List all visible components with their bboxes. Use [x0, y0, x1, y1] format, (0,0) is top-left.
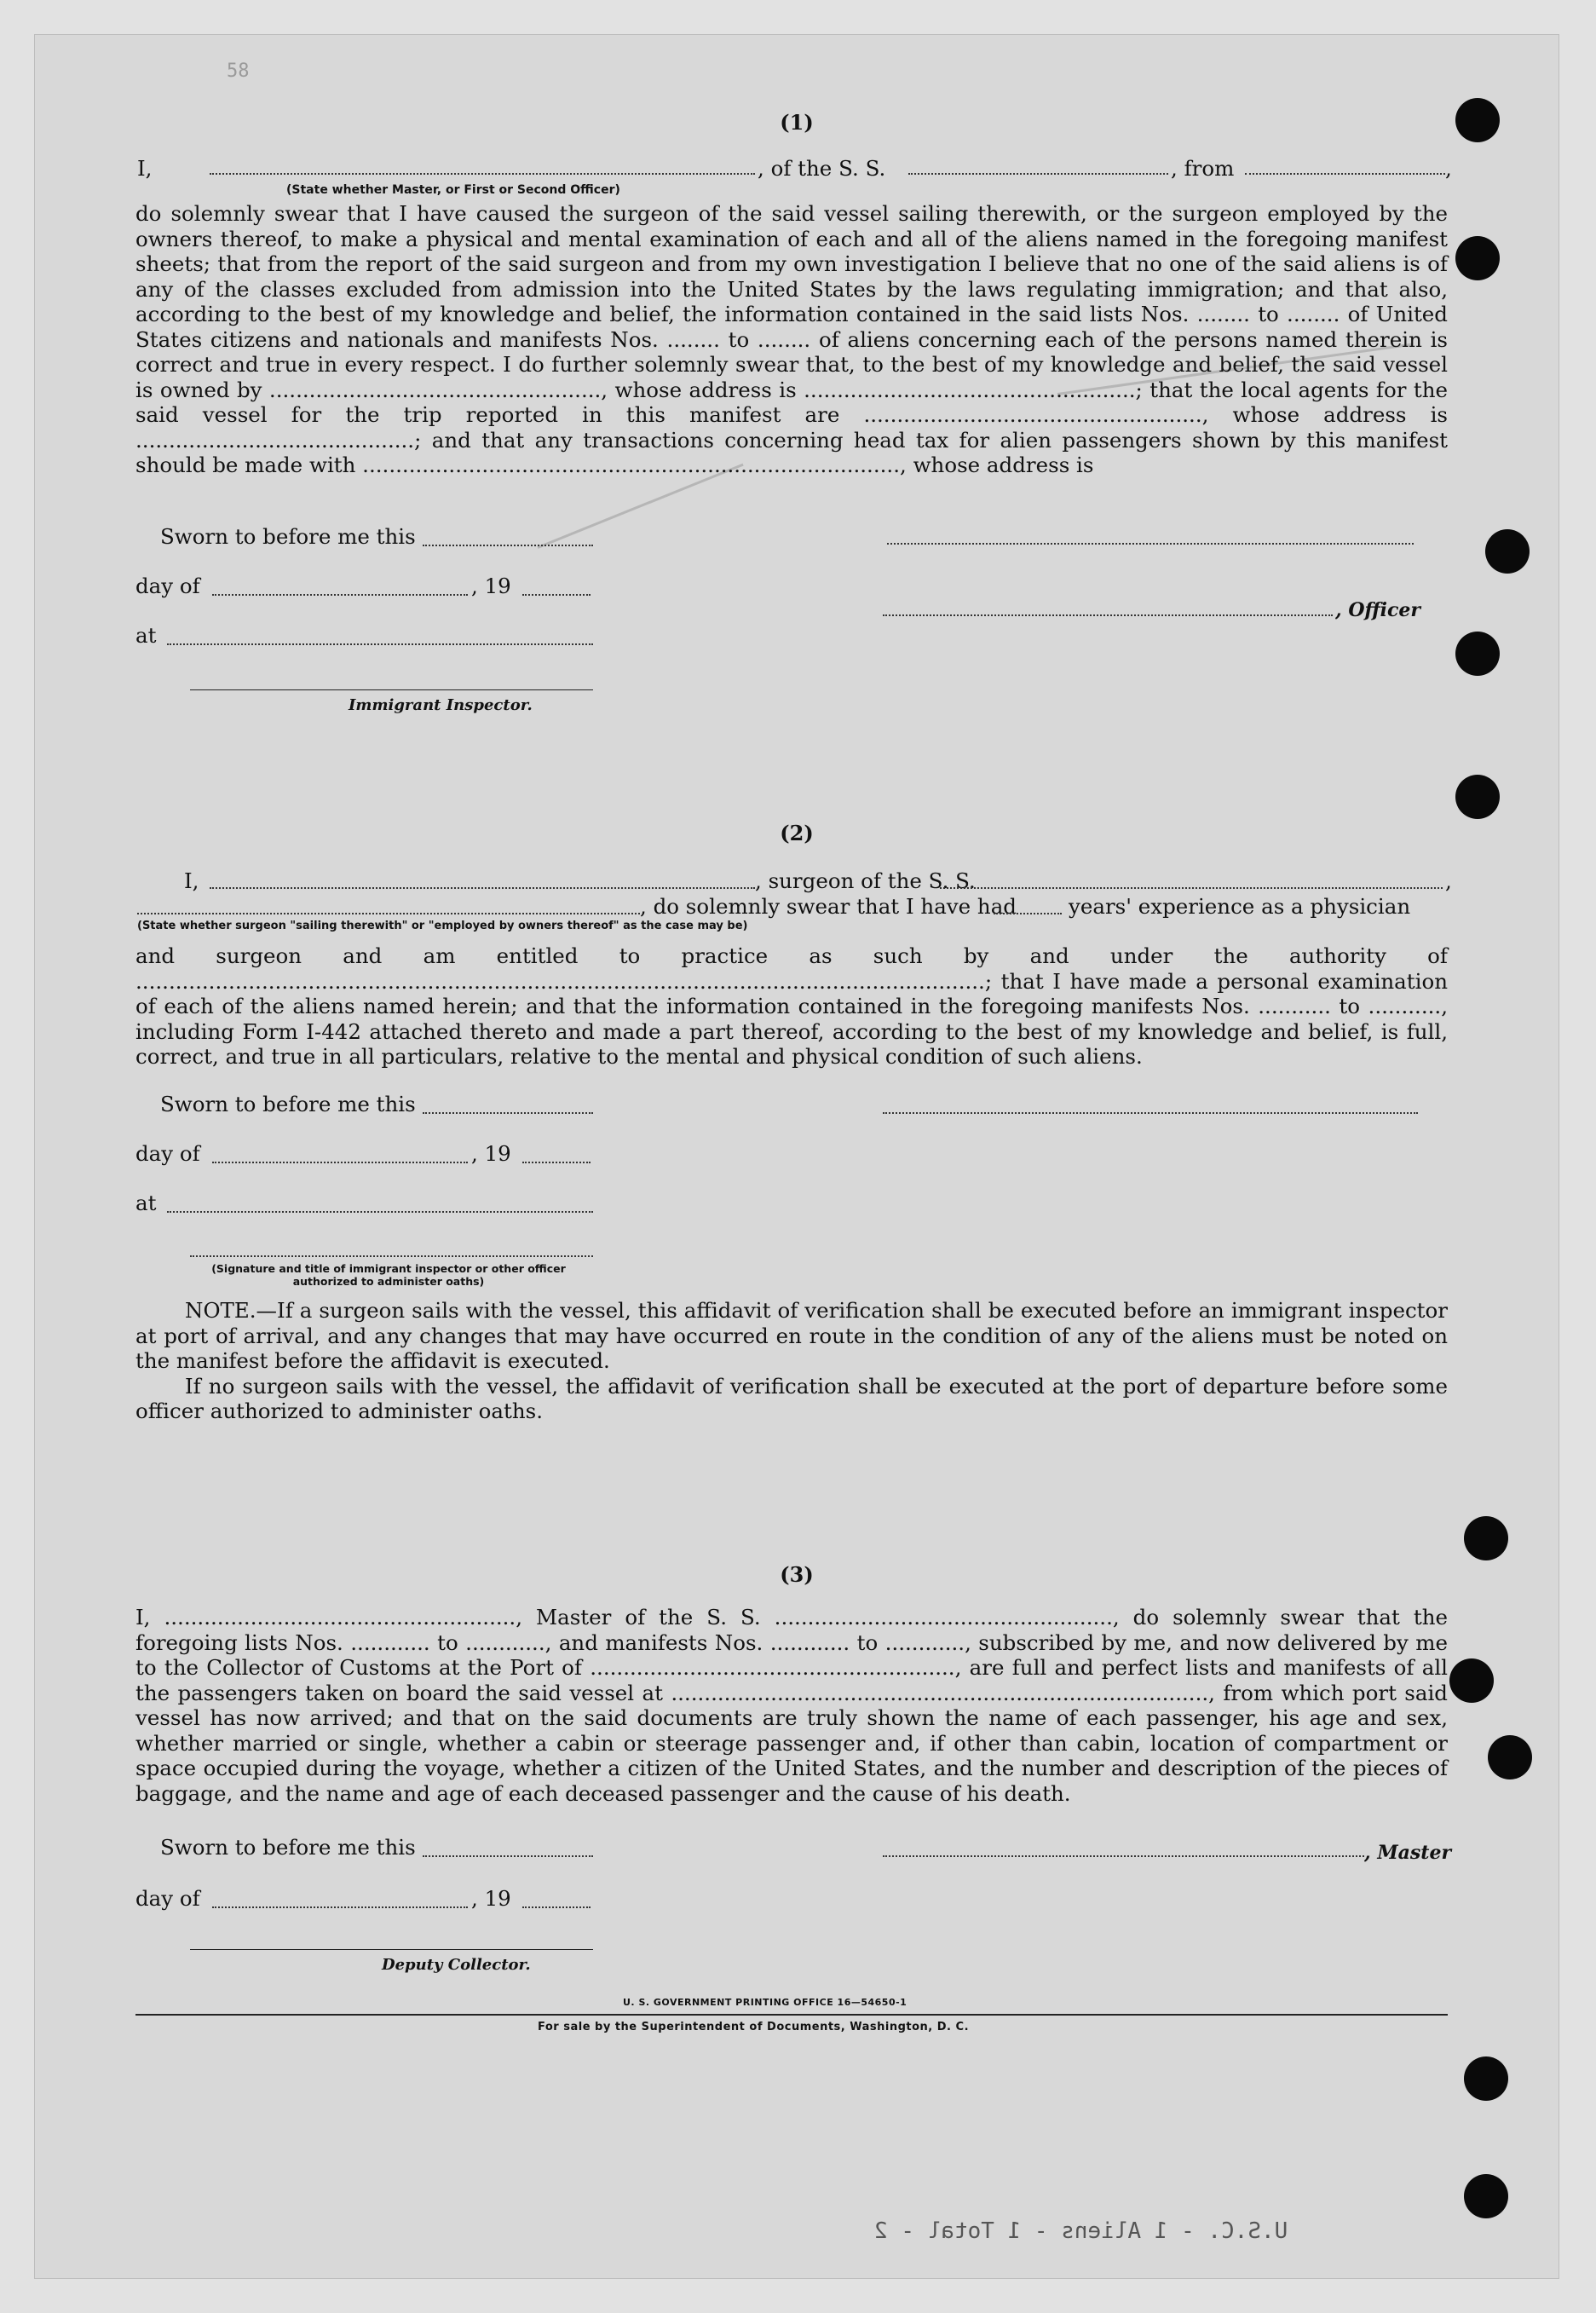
- binder-hole: [1485, 529, 1530, 574]
- s2-signature-caption: (Signature and title of immigrant inspector or other officer authorized to administer oaths): [211, 1262, 566, 1288]
- s3-year-label: , 19: [471, 1886, 511, 1911]
- s2-capacity-caption: (State whether surgeon "sailing therewith" or "employed by owners thereof" as the case may be): [137, 920, 748, 932]
- binder-hole: [1449, 1658, 1494, 1703]
- s1-year-label: , 19: [471, 574, 511, 598]
- s2-years-label: years' experience as a physician: [1069, 894, 1411, 919]
- binder-hole: [1455, 775, 1500, 819]
- s1-oath-text: do solemnly swear that I have caused the surgeon of the said vessel sailing therewith, or the surgeon employed by the owners thereof, to make a physical and mental examination of each and all of the aliens named in the foregoing manifest sheets; that from the report of the said surgeon and from my own investigation I believe that no one of the said aliens is of any of the classes excluded from admission into the United States by the laws regulating immigration; and that also, according to the best of my knowledge and belief, the information contained in the said lists Nos. ........ to ........ of United States citizens and nationals and manifests Nos. ........ to ........ of aliens concerning each of the persons named therein is correct and true in every respect. I do further solemnly swear that, to the best of my knowledge and belief, the said vessel is owned by .................................................., whose address is ..................................................; that the local agents for the said vessel for the trip reported in this manifest are ..................................................., whose address is ..........................................; and that any transactions concerning head tax for alien passengers shown by this manifest should be made with ................................................................................., whose address is: [135, 201, 1448, 477]
- s1-sworn-field[interactable]: [423, 545, 593, 546]
- s1-line-end: ,: [1445, 156, 1452, 181]
- s1-from-field[interactable]: [1245, 173, 1445, 175]
- s2-signature-line[interactable]: [883, 1112, 1418, 1114]
- s1-year-field[interactable]: [522, 594, 591, 596]
- s3-day-of-label: day of: [135, 1886, 200, 1911]
- s1-day-of-label: day of: [135, 574, 200, 598]
- manifest-page: [34, 34, 1559, 2279]
- binder-hole: [1464, 1516, 1508, 1560]
- sale-notice: For sale by the Superintendent of Documents, Washington, D. C.: [538, 2021, 970, 2033]
- s2-line-end: ,: [1445, 868, 1452, 893]
- s1-day-field[interactable]: [212, 594, 468, 596]
- s2-oath-text: and surgeon and am entitled to practice as such by and under the authority of ................................................................................................................................; that I have made a personal examination of each of the aliens named herein; and that the information contained in the foregoing manifests Nos. ........... to ..........., including Form I-442 attached thereto and made a part thereof, according to the best of my knowledge and belief, is full, correct, and true in all particulars, relative to the mental and physical condition of such aliens.: [135, 943, 1448, 1069]
- s2-years-field[interactable]: [994, 913, 1062, 914]
- binder-hole: [1488, 1735, 1532, 1779]
- s2-surgeon-name-field[interactable]: [210, 887, 755, 889]
- section-2-number: (2): [780, 821, 814, 845]
- binder-hole: [1464, 2174, 1508, 2218]
- s2-oath-body: [135, 943, 1448, 1070]
- s3-master-line[interactable]: [883, 1855, 1364, 1857]
- section-1-number: (1): [780, 110, 814, 135]
- s1-sworn-label: Sworn to before me this: [160, 524, 416, 549]
- s1-i-label: I,: [137, 156, 153, 181]
- s3-collector-caption: Deputy Collector.: [382, 1956, 531, 1974]
- binder-hole: [1464, 2056, 1508, 2101]
- s3-collector-line[interactable]: [190, 1949, 593, 1950]
- s1-of-ss-label: , of the S. S.: [758, 156, 886, 181]
- s2-note-1: NOTE.—If a surgeon sails with the vessel, this affidavit of verification shall be executed before an immigrant inspector at port of arrival, and any changes that may have occurred en route in the condition of any of the aliens must be noted on the manifest before the affidavit is executed.: [135, 1298, 1448, 1373]
- binder-hole: [1455, 632, 1500, 676]
- s2-note-2: If no surgeon sails with the vessel, the affidavit of verification shall be executed at the port of departure before some officer authorized to administer oaths.: [135, 1373, 1448, 1423]
- s1-officer-caption: (State whether Master, or First or Second Officer): [286, 183, 620, 197]
- s2-vessel-field[interactable]: [940, 887, 1443, 889]
- gpo-imprint: U. S. GOVERNMENT PRINTING OFFICE 16—54650-1: [623, 1997, 907, 2008]
- s3-sworn-field[interactable]: [423, 1855, 593, 1857]
- s1-officer-name-field[interactable]: [210, 173, 755, 175]
- s3-oath-text: I, ....................................................., Master of the S. S. ..................................................., do solemnly swear that the foregoing lists Nos. ............ to ............, and manifests Nos. ............ to ............, subscribed by me, and now delivered by me to the Collector of Customs at the Port of ......................................................., are full and perfect lists and manifests of all the passengers taken on board the said vessel at ................................................................................., from which port said vessel has now arrived; and that on the said documents are truly shown the name of each passenger, his age and sex, whether married or single, whether a cabin or steerage passenger and, if other than cabin, location of compartment or space occupied during the voyage, whether a citizen of the United States, and the number and description of the pieces of baggage, and the name and age of each deceased passenger and the cause of his death.: [135, 1605, 1448, 1806]
- s2-surgeon-of-label: , surgeon of the S. S.: [755, 868, 976, 893]
- section-3-number: (3): [780, 1562, 814, 1587]
- s3-year-field[interactable]: [522, 1906, 591, 1908]
- binder-hole: [1455, 236, 1500, 280]
- s2-at-field[interactable]: [167, 1211, 593, 1213]
- s2-sworn-label: Sworn to before me this: [160, 1092, 416, 1116]
- s2-capacity-field[interactable]: [137, 913, 640, 914]
- s3-master-label: , Master: [1364, 1842, 1452, 1864]
- s1-inspector-caption: Immigrant Inspector.: [349, 696, 533, 714]
- page-number: 58: [227, 61, 250, 82]
- s1-vessel-name-field[interactable]: [908, 173, 1168, 175]
- s2-inspector-line[interactable]: [190, 1255, 593, 1257]
- s1-officer-label: , Officer: [1335, 599, 1421, 621]
- s1-officer-line[interactable]: [883, 614, 1333, 616]
- mirrored-stamp: U.S.C. - 1 Aliens - 1 Total - 2: [874, 2218, 1288, 2244]
- s1-oath-body: [135, 201, 1448, 478]
- s1-signature-line[interactable]: [887, 543, 1414, 545]
- s2-at-label: at: [135, 1191, 157, 1215]
- s3-oath-body: [135, 1605, 1448, 1806]
- s3-sworn-label: Sworn to before me this: [160, 1835, 416, 1860]
- s2-day-of-label: day of: [135, 1141, 200, 1166]
- s1-at-field[interactable]: [167, 643, 593, 645]
- s2-day-field[interactable]: [212, 1162, 468, 1163]
- s2-year-field[interactable]: [522, 1162, 591, 1163]
- s2-i-label: I,: [184, 868, 199, 893]
- footer-rule: [135, 2014, 1448, 2016]
- s2-notes: [135, 1298, 1448, 1424]
- s2-year-label: , 19: [471, 1141, 511, 1166]
- s1-inspector-line[interactable]: [190, 689, 593, 690]
- s2-swear-label: , do solemnly swear that I have had: [640, 894, 1017, 919]
- s2-sworn-field[interactable]: [423, 1112, 593, 1114]
- s1-at-label: at: [135, 623, 157, 648]
- s1-from-label: , from: [1171, 156, 1235, 181]
- s3-day-field[interactable]: [212, 1906, 468, 1908]
